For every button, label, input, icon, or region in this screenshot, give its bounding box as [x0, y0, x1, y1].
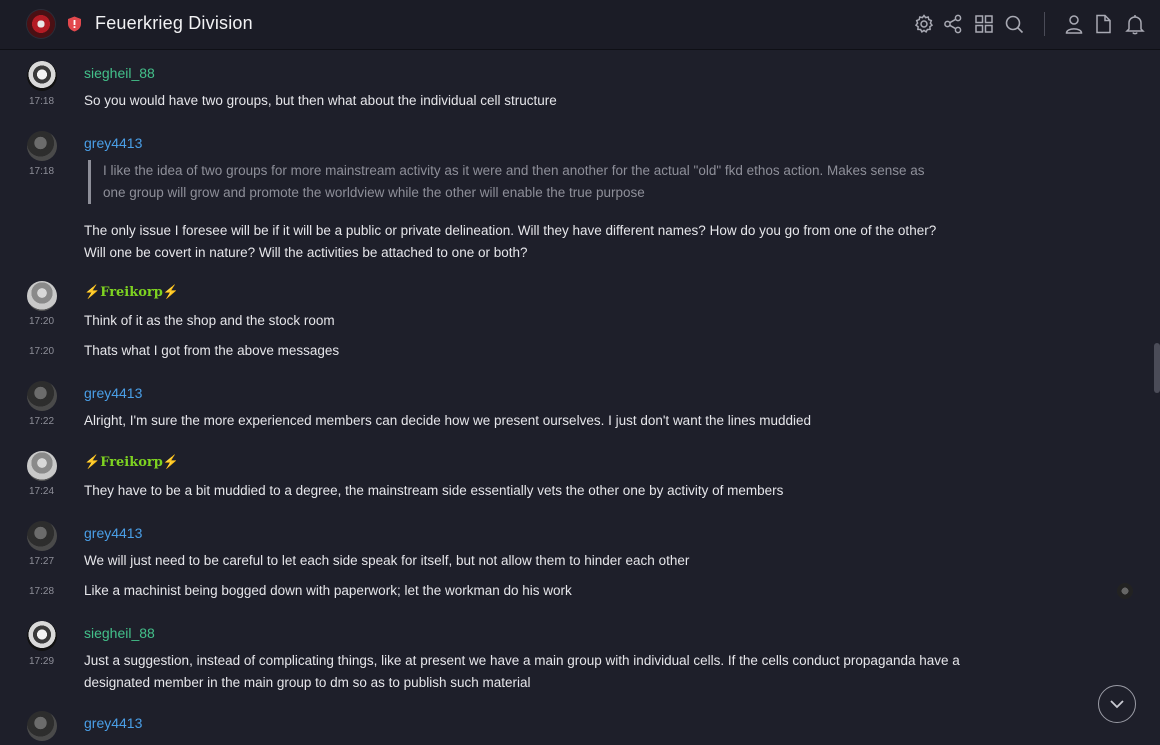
timestamp: 17:18 [29, 96, 55, 107]
channel-title: Feuerkrieg Division [95, 13, 253, 33]
message-text: Think of it as the shop and the stock room [84, 313, 335, 328]
message-text: The only issue I foresee will be if it will be a public or private delineation. Will they have different names? How do you go from one of the other? Will one be covert in nature? Will the activities be attached to one or both? [84, 223, 937, 260]
avatar[interactable] [27, 451, 57, 481]
timestamp: 17:20 [29, 316, 55, 327]
timestamp: 17:18 [29, 166, 55, 177]
shield-icon [67, 16, 82, 32]
bolt-icon: ⚡ [84, 285, 101, 300]
share-icon[interactable] [942, 13, 964, 35]
bolt-icon: ⚡ [84, 455, 101, 470]
avatar[interactable] [27, 711, 57, 741]
timestamp: 17:20 [29, 346, 55, 357]
avatar[interactable] [27, 381, 57, 411]
username[interactable]: ⚡Freikorp⚡ [84, 285, 180, 300]
bolt-icon: ⚡ [162, 285, 180, 300]
avatar[interactable] [27, 281, 57, 311]
username[interactable]: siegheil_88 [84, 65, 155, 81]
server-avatar[interactable] [27, 10, 55, 38]
username[interactable]: grey4413 [84, 715, 143, 731]
bolt-icon: ⚡ [162, 455, 180, 470]
timestamp: 17:22 [29, 416, 55, 427]
username[interactable]: grey4413 [84, 385, 143, 401]
scroll-to-bottom-button[interactable] [1098, 685, 1136, 723]
grid-icon[interactable] [973, 13, 995, 35]
message-text: So you would have two groups, but then what about the individual cell structure [84, 93, 557, 108]
message-text: Thats what I got from the above messages [84, 343, 340, 358]
search-icon[interactable] [1003, 13, 1025, 35]
timestamp: 17:28 [29, 586, 55, 597]
username[interactable]: ⚡Freikorp⚡ [84, 455, 180, 470]
message-text: Like a machinist being bogged down with paperwork; let the workman do his work [84, 583, 572, 598]
avatar[interactable] [27, 61, 57, 91]
chat-header [0, 0, 1160, 50]
gear-icon[interactable] [913, 13, 935, 35]
timestamp: 17:24 [29, 486, 55, 497]
message-list[interactable] [0, 51, 1160, 745]
username[interactable]: siegheil_88 [84, 625, 155, 641]
header-divider [1044, 12, 1045, 36]
avatar[interactable] [27, 521, 57, 551]
timestamp: 17:27 [29, 556, 55, 567]
timestamp: 17:29 [29, 656, 55, 667]
file-icon[interactable] [1092, 13, 1114, 35]
avatar[interactable] [27, 131, 57, 161]
username[interactable]: grey4413 [84, 135, 143, 151]
username[interactable]: grey4413 [84, 525, 143, 541]
bell-icon[interactable] [1124, 13, 1146, 35]
message-text: We will just need to be careful to let each side speak for itself, but not allow them to hinder each other [84, 553, 690, 568]
message-text: Alright, I'm sure the more experienced members can decide how we present ourselves. I just don't want the lines muddied [84, 413, 812, 428]
chevron-down-icon [1107, 694, 1127, 714]
message-text: They have to be a bit muddied to a degree, the mainstream side essentially vets the other one by activity of members [84, 483, 784, 498]
quoted-text: I like the idea of two groups for more mainstream activity as it were and then another for the actual "old" fkd ethos action. Makes sense as one group will grow and promote the worldview while the other will enable the true purpose [88, 160, 925, 204]
user-icon[interactable] [1063, 13, 1085, 35]
scrollbar-thumb[interactable] [1154, 343, 1160, 393]
read-receipt-avatar[interactable] [1117, 583, 1133, 599]
message-text: Just a suggestion, instead of complicating things, like at present we have a main group with individual cells. If the cells conduct propaganda have a designated member in the main group to dm so as to publish such material [84, 653, 960, 690]
avatar[interactable] [27, 621, 57, 651]
